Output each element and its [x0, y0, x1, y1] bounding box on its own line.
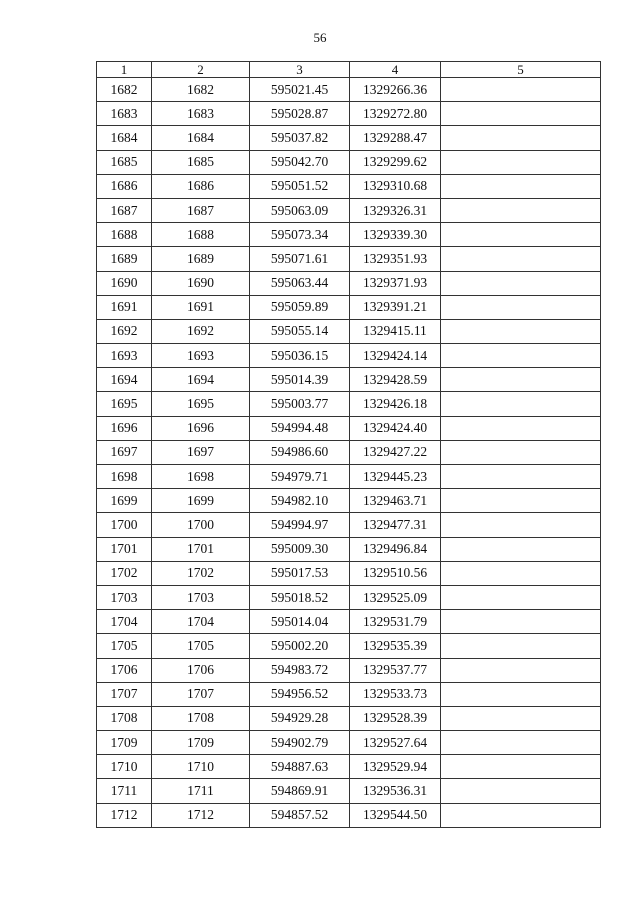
x-coordinate-cell: 595042.70: [250, 150, 350, 174]
point-number-cell: 1687: [97, 198, 152, 222]
note-cell: [441, 585, 601, 609]
table-row: [97, 465, 601, 489]
point-id-cell: 1700: [152, 513, 250, 537]
point-id-cell: 1696: [152, 416, 250, 440]
x-coordinate-cell: 594902.79: [250, 731, 350, 755]
point-number-cell: 1711: [97, 779, 152, 803]
x-coordinate-cell: 595028.87: [250, 102, 350, 126]
note-cell: [441, 271, 601, 295]
point-id-cell: 1706: [152, 658, 250, 682]
x-coordinate-cell: 594986.60: [250, 440, 350, 464]
table-row: [97, 198, 601, 222]
point-id-cell: 1707: [152, 682, 250, 706]
point-number-cell: 1682: [97, 78, 152, 102]
note-cell: [441, 344, 601, 368]
point-number-cell: 1694: [97, 368, 152, 392]
point-number-cell: 1696: [97, 416, 152, 440]
table-row: [97, 561, 601, 585]
y-coordinate-cell: 1329510.56: [350, 561, 441, 585]
x-coordinate-cell: 595071.61: [250, 247, 350, 271]
note-cell: [441, 658, 601, 682]
y-coordinate-cell: 1329415.11: [350, 319, 441, 343]
note-cell: [441, 755, 601, 779]
x-coordinate-cell: 595014.39: [250, 368, 350, 392]
point-id-cell: 1701: [152, 537, 250, 561]
table-row: [97, 174, 601, 198]
x-coordinate-cell: 595063.44: [250, 271, 350, 295]
point-id-cell: 1690: [152, 271, 250, 295]
y-coordinate-cell: 1329266.36: [350, 78, 441, 102]
note-cell: [441, 247, 601, 271]
point-number-cell: 1703: [97, 585, 152, 609]
column-header-5: 5: [441, 62, 601, 78]
point-number-cell: 1708: [97, 706, 152, 730]
point-number-cell: 1701: [97, 537, 152, 561]
table-row: [97, 319, 601, 343]
x-coordinate-cell: 595036.15: [250, 344, 350, 368]
header-row: [97, 62, 601, 78]
note-cell: [441, 198, 601, 222]
point-number-cell: 1689: [97, 247, 152, 271]
x-coordinate-cell: 594857.52: [250, 803, 350, 827]
y-coordinate-cell: 1329424.40: [350, 416, 441, 440]
note-cell: [441, 489, 601, 513]
y-coordinate-cell: 1329529.94: [350, 755, 441, 779]
y-coordinate-cell: 1329496.84: [350, 537, 441, 561]
note-cell: [441, 392, 601, 416]
table-row: [97, 513, 601, 537]
note-cell: [441, 416, 601, 440]
x-coordinate-cell: 595055.14: [250, 319, 350, 343]
note-cell: [441, 465, 601, 489]
y-coordinate-cell: 1329525.09: [350, 585, 441, 609]
y-coordinate-cell: 1329477.31: [350, 513, 441, 537]
point-id-cell: 1705: [152, 634, 250, 658]
note-cell: [441, 634, 601, 658]
y-coordinate-cell: 1329299.62: [350, 150, 441, 174]
point-id-cell: 1694: [152, 368, 250, 392]
y-coordinate-cell: 1329527.64: [350, 731, 441, 755]
point-id-cell: 1702: [152, 561, 250, 585]
table-row: [97, 634, 601, 658]
note-cell: [441, 561, 601, 585]
point-number-cell: 1690: [97, 271, 152, 295]
note-cell: [441, 513, 601, 537]
y-coordinate-cell: 1329371.93: [350, 271, 441, 295]
table-body: [97, 78, 601, 828]
table-row: [97, 150, 601, 174]
point-number-cell: 1698: [97, 465, 152, 489]
x-coordinate-cell: 594887.63: [250, 755, 350, 779]
note-cell: [441, 537, 601, 561]
table-row: [97, 440, 601, 464]
x-coordinate-cell: 595059.89: [250, 295, 350, 319]
y-coordinate-cell: 1329535.39: [350, 634, 441, 658]
x-coordinate-cell: 595014.04: [250, 610, 350, 634]
note-cell: [441, 731, 601, 755]
point-id-cell: 1684: [152, 126, 250, 150]
point-number-cell: 1695: [97, 392, 152, 416]
point-id-cell: 1691: [152, 295, 250, 319]
y-coordinate-cell: 1329351.93: [350, 247, 441, 271]
column-header-4: 4: [350, 62, 441, 78]
x-coordinate-cell: 595021.45: [250, 78, 350, 102]
table-row: [97, 803, 601, 827]
x-coordinate-cell: 595037.82: [250, 126, 350, 150]
point-number-cell: 1712: [97, 803, 152, 827]
point-id-cell: 1709: [152, 731, 250, 755]
point-id-cell: 1687: [152, 198, 250, 222]
point-number-cell: 1702: [97, 561, 152, 585]
y-coordinate-cell: 1329544.50: [350, 803, 441, 827]
point-number-cell: 1688: [97, 223, 152, 247]
x-coordinate-cell: 594982.10: [250, 489, 350, 513]
x-coordinate-cell: 595009.30: [250, 537, 350, 561]
note-cell: [441, 368, 601, 392]
point-number-cell: 1684: [97, 126, 152, 150]
y-coordinate-cell: 1329463.71: [350, 489, 441, 513]
y-coordinate-cell: 1329531.79: [350, 610, 441, 634]
note-cell: [441, 610, 601, 634]
note-cell: [441, 803, 601, 827]
point-id-cell: 1703: [152, 585, 250, 609]
table-row: [97, 537, 601, 561]
column-header-3: 3: [250, 62, 350, 78]
table-row: [97, 610, 601, 634]
table-row: [97, 416, 601, 440]
x-coordinate-cell: 595002.20: [250, 634, 350, 658]
point-number-cell: 1710: [97, 755, 152, 779]
table-row: [97, 755, 601, 779]
page-number: 56: [313, 30, 327, 45]
note-cell: [441, 779, 601, 803]
table-row: [97, 682, 601, 706]
table-row: [97, 223, 601, 247]
x-coordinate-cell: 594956.52: [250, 682, 350, 706]
note-cell: [441, 150, 601, 174]
point-id-cell: 1711: [152, 779, 250, 803]
x-coordinate-cell: 594994.97: [250, 513, 350, 537]
point-id-cell: 1686: [152, 174, 250, 198]
y-coordinate-cell: 1329427.22: [350, 440, 441, 464]
point-number-cell: 1709: [97, 731, 152, 755]
point-id-cell: 1688: [152, 223, 250, 247]
table-row: [97, 78, 601, 102]
x-coordinate-cell: 594994.48: [250, 416, 350, 440]
note-cell: [441, 102, 601, 126]
table-row: [97, 295, 601, 319]
point-number-cell: 1697: [97, 440, 152, 464]
point-number-cell: 1693: [97, 344, 152, 368]
x-coordinate-cell: 594929.28: [250, 706, 350, 730]
point-number-cell: 1704: [97, 610, 152, 634]
note-cell: [441, 78, 601, 102]
column-header-2: 2: [152, 62, 250, 78]
y-coordinate-cell: 1329288.47: [350, 126, 441, 150]
point-number-cell: 1685: [97, 150, 152, 174]
point-id-cell: 1692: [152, 319, 250, 343]
table-row: [97, 247, 601, 271]
table-row: [97, 344, 601, 368]
y-coordinate-cell: 1329528.39: [350, 706, 441, 730]
table-row: [97, 489, 601, 513]
point-id-cell: 1697: [152, 440, 250, 464]
point-id-cell: 1693: [152, 344, 250, 368]
note-cell: [441, 126, 601, 150]
column-header-1: 1: [97, 62, 152, 78]
coordinates-table: [96, 61, 601, 828]
y-coordinate-cell: 1329391.21: [350, 295, 441, 319]
point-number-cell: 1692: [97, 319, 152, 343]
x-coordinate-cell: 594979.71: [250, 465, 350, 489]
table-row: [97, 368, 601, 392]
point-number-cell: 1683: [97, 102, 152, 126]
note-cell: [441, 295, 601, 319]
note-cell: [441, 319, 601, 343]
point-id-cell: 1689: [152, 247, 250, 271]
table-header: [97, 62, 601, 78]
x-coordinate-cell: 595018.52: [250, 585, 350, 609]
x-coordinate-cell: 595003.77: [250, 392, 350, 416]
note-cell: [441, 706, 601, 730]
point-number-cell: 1686: [97, 174, 152, 198]
y-coordinate-cell: 1329537.77: [350, 658, 441, 682]
table-row: [97, 392, 601, 416]
table-row: [97, 731, 601, 755]
point-number-cell: 1705: [97, 634, 152, 658]
table-row: [97, 126, 601, 150]
note-cell: [441, 682, 601, 706]
point-id-cell: 1699: [152, 489, 250, 513]
y-coordinate-cell: 1329272.80: [350, 102, 441, 126]
point-id-cell: 1712: [152, 803, 250, 827]
table-row: [97, 779, 601, 803]
note-cell: [441, 223, 601, 247]
x-coordinate-cell: 595051.52: [250, 174, 350, 198]
table-row: [97, 585, 601, 609]
y-coordinate-cell: 1329536.31: [350, 779, 441, 803]
y-coordinate-cell: 1329310.68: [350, 174, 441, 198]
table-row: [97, 271, 601, 295]
point-number-cell: 1707: [97, 682, 152, 706]
note-cell: [441, 174, 601, 198]
point-number-cell: 1700: [97, 513, 152, 537]
table-row: [97, 706, 601, 730]
point-id-cell: 1682: [152, 78, 250, 102]
point-number-cell: 1699: [97, 489, 152, 513]
y-coordinate-cell: 1329533.73: [350, 682, 441, 706]
point-number-cell: 1706: [97, 658, 152, 682]
y-coordinate-cell: 1329428.59: [350, 368, 441, 392]
point-id-cell: 1683: [152, 102, 250, 126]
x-coordinate-cell: 594869.91: [250, 779, 350, 803]
point-id-cell: 1704: [152, 610, 250, 634]
point-id-cell: 1695: [152, 392, 250, 416]
point-id-cell: 1708: [152, 706, 250, 730]
point-id-cell: 1698: [152, 465, 250, 489]
y-coordinate-cell: 1329326.31: [350, 198, 441, 222]
x-coordinate-cell: 595073.34: [250, 223, 350, 247]
x-coordinate-cell: 595017.53: [250, 561, 350, 585]
x-coordinate-cell: 594983.72: [250, 658, 350, 682]
y-coordinate-cell: 1329445.23: [350, 465, 441, 489]
point-number-cell: 1691: [97, 295, 152, 319]
y-coordinate-cell: 1329424.14: [350, 344, 441, 368]
point-id-cell: 1710: [152, 755, 250, 779]
x-coordinate-cell: 595063.09: [250, 198, 350, 222]
table-row: [97, 102, 601, 126]
y-coordinate-cell: 1329426.18: [350, 392, 441, 416]
table-row: [97, 658, 601, 682]
note-cell: [441, 440, 601, 464]
y-coordinate-cell: 1329339.30: [350, 223, 441, 247]
point-id-cell: 1685: [152, 150, 250, 174]
